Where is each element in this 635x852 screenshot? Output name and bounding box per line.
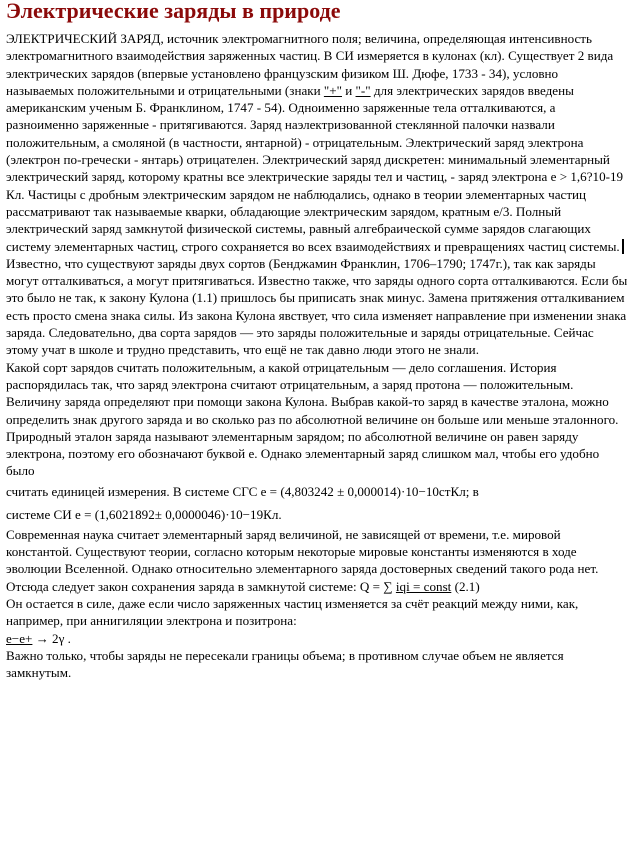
paragraph-closed-volume: Важно только, чтобы заряды не пересекали границы объема; в противном случае объем не является замкнутым. — [6, 647, 564, 681]
annihilation-result: → 2γ . — [32, 630, 71, 646]
plus-sign-text: "+" — [323, 82, 342, 98]
electron-positron-formula: e−e+ — [6, 630, 33, 646]
page-title: Электрические заряды в природе — [6, 0, 341, 23]
paragraph-conservation-text: Современная наука считает элементарный заряд величиной, не зависящей от времени, т.е. мировой константой. Существуют теории, согласно которым некоторые мировые константы изменяются в ходе эволюции Вселенной. Однако относительно элементарного заряда достоверных сведений такого рода нет. Отсюда следует закон сохранения заряда в замкнутой системе: Q = ∑ — [6, 526, 599, 594]
paragraph-definition-part-1: ЭЛЕКТРИЧЕСКИЙ ЗАРЯД, источник электромагнитного поля; величина, определяющая интенсивность электромагнитного взаимодействия заряженных частиц. В СИ измеряется в кулонах (кл). Существует 2 вида электрических зарядов (впервые установлено французским физиком Ш. Дюфе, 1733 - 34), условно называемых положительными и отрицательными (знаки — [6, 31, 614, 98]
minus-sign-text: "-" — [355, 82, 371, 98]
paragraph-si-value: системе СИ е = (1,6021892± 0,0000046)·10−19Кл. — [6, 506, 282, 522]
paragraph-conservation — [6, 526, 629, 595]
text-cursor — [622, 239, 624, 254]
equation-number: (2.1) — [451, 578, 480, 594]
paragraph-definition — [6, 30, 629, 255]
paragraph-definition-part-2: для электрических зарядов введены американским ученым Б. Франклином, 1747 - 54). Одноименно заряженные тела отталкиваются, а разноименно заряженные - притягиваются. Заряд наэлектризованной стеклянной палочки назвали положительным, а смоляной (в частности, янтарной) - отрицательным. Электрический заряд электрона (электрон по-гречески - янтарь) отрицателен. Электрический заряд дискретен: минимальный элементарный электрический заряд, которому кратны все электрические заряды тел и частиц, - заряд электрона е > 1,6?10-19 Кл. Частицы с дробным электрическим зарядом не наблюдались, однако в теории элементарных частиц рассматривают так называемые кварки, обладающие электрическим зарядом, кратным е/3. Полный электрический заряд замкнутой физической системы, равный алгебраической сумме зарядов слагающих систему элементарных частиц, строго сохраняется во всех взаимодействиях и превращениях частиц системы. — [6, 82, 624, 254]
article-body — [6, 30, 629, 681]
paragraph-two-sorts: Известно, что существуют заряды двух сортов (Бенджамин Франклин, 1706–1790; 1747г.), так как заряды могут отталкиваться, а могут притягиваться. Известно также, что заряды одного сорта отталкиваются. Если бы это было не так, к закону Кулона (1.1) пришлось бы приписать знак минус. Замена притяжения отталкиванием есть просто смена знака силы. Из закона Кулона явствует, что сила изменяет направление при изменении знака заряда. Следовательно, два сорта зарядов — это заряды положительные и заряды отрицательные. Сейчас этому учат в школе и трудно представить, что ещё не так давно люди этого не знали. — [6, 255, 628, 358]
sum-formula: iqi = const — [395, 578, 452, 594]
paragraph-sign-convention: Какой сорт зарядов считать положительным, а какой отрицательным — дело соглашения. История распорядилась так, что заряд электрона считают отрицательным, а заряд протона — положительным. — [6, 359, 574, 392]
paragraph-cgs-value: считать единицей измерения. В системе СГС е = (4,803242 ± 0,000014)·10−10стКл; в — [6, 483, 479, 499]
annihilation-equation — [6, 630, 629, 647]
paragraph-annihilation: Он остается в силе, даже если число заряженных частиц изменяется за счёт реакций между ними, как, например, при аннигиляции электрона и позитрона: — [6, 595, 579, 629]
paragraph-charge-value: Величину заряда определяют при помощи закона Кулона. Выбрав какой-то заряд в качестве эталона, можно определить знак другого заряда и во сколько раз по абсолютной величине он больше или меньше эталонного. Природный эталон заряда называют элементарным зарядом; по абсолютной величине он равен заряду электрона, поэтому его обозначают буквой е. Однако элементарный заряд слишком мал, чтобы его удобно было — [6, 394, 619, 479]
and-text: и — [341, 82, 356, 98]
